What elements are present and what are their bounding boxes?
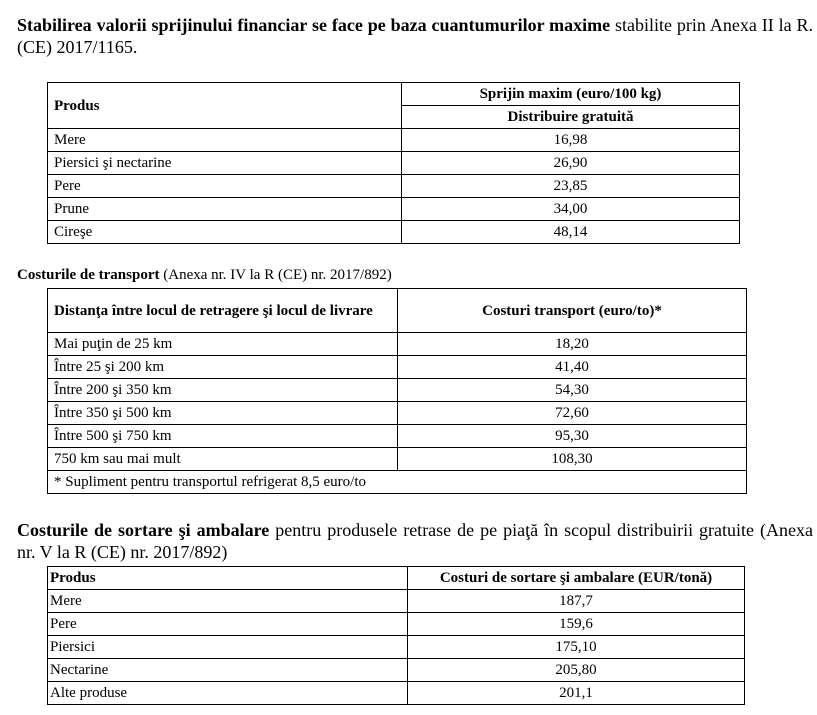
- table-row: [48, 659, 745, 682]
- support-header-product: Produs: [48, 83, 402, 129]
- support-product: Pere: [48, 175, 402, 198]
- table-row: [48, 636, 745, 659]
- sorting-cost: 175,10: [408, 636, 745, 659]
- table-row: [48, 590, 745, 613]
- sorting-bold: Costurile de sortare şi ambalare: [17, 520, 270, 540]
- support-value: 48,14: [402, 221, 740, 244]
- support-product: Cireşe: [48, 221, 402, 244]
- transport-table: [47, 288, 747, 494]
- sorting-cost: 159,6: [408, 613, 745, 636]
- support-value: 23,85: [402, 175, 740, 198]
- transport-distance: Între 500 şi 750 km: [48, 425, 398, 448]
- support-value: 26,90: [402, 152, 740, 175]
- table-row: [48, 333, 747, 356]
- transport-cost: 108,30: [398, 448, 747, 471]
- transport-caption: [17, 266, 392, 284]
- sorting-header-product: Produs: [48, 567, 408, 590]
- sorting-rest: pentru produsele retrase de pe piaţă în scopul distribuirii gratuite (Anexa nr. V la R (CE) nr. 2017/892): [17, 520, 814, 562]
- table-row: [48, 402, 747, 425]
- table-row: [48, 129, 740, 152]
- transport-distance: Între 200 şi 350 km: [48, 379, 398, 402]
- transport-distance: Între 350 şi 500 km: [48, 402, 398, 425]
- sorting-cost: 187,7: [408, 590, 745, 613]
- support-product: Prune: [48, 198, 402, 221]
- transport-header-distance: Distanţa între locul de retragere şi locul de livrare: [48, 289, 398, 333]
- table-row: [48, 152, 740, 175]
- transport-cost: 72,60: [398, 402, 747, 425]
- transport-distance: 750 km sau mai mult: [48, 448, 398, 471]
- sorting-header-cost: Costuri de sortare şi ambalare (EUR/tonă): [408, 567, 745, 590]
- table-row: [48, 425, 747, 448]
- intro-bold: Stabilirea valorii sprijinului financiar se face pe baza cuantumurilor maxime: [17, 15, 611, 35]
- support-header-value: Sprijin maxim (euro/100 kg): [402, 83, 740, 106]
- transport-cost: 18,20: [398, 333, 747, 356]
- table-row: [48, 221, 740, 244]
- support-value: 16,98: [402, 129, 740, 152]
- transport-footnote: * Supliment pentru transportul refrigerat 8,5 euro/to: [48, 471, 747, 494]
- sorting-table: [47, 566, 745, 705]
- support-product: Piersici şi nectarine: [48, 152, 402, 175]
- intro-paragraph: [17, 14, 813, 58]
- support-table: [47, 82, 740, 244]
- table-row: [48, 682, 745, 705]
- transport-distance: Între 25 şi 200 km: [48, 356, 398, 379]
- sorting-product: Nectarine: [48, 659, 408, 682]
- sorting-product: Piersici: [48, 636, 408, 659]
- table-row: [48, 613, 745, 636]
- table-row: [48, 175, 740, 198]
- support-header-sub: Distribuire gratuită: [402, 106, 740, 129]
- table-row: [48, 448, 747, 471]
- sorting-product: Pere: [48, 613, 408, 636]
- transport-caption-bold: Costurile de transport: [17, 267, 160, 283]
- sorting-cost: 205,80: [408, 659, 745, 682]
- transport-cost: 54,30: [398, 379, 747, 402]
- support-value: 34,00: [402, 198, 740, 221]
- intro-rest: stabilite prin Anexa II la R. (CE) 2017/1165.: [17, 15, 813, 57]
- transport-header-cost: Costuri transport (euro/to)*: [398, 289, 747, 333]
- sorting-paragraph: [17, 519, 813, 563]
- table-row: [48, 379, 747, 402]
- support-product: Mere: [48, 129, 402, 152]
- transport-caption-rest: (Anexa nr. IV la R (CE) nr. 2017/892): [159, 267, 392, 283]
- table-row: [48, 198, 740, 221]
- transport-distance: Mai puţin de 25 km: [48, 333, 398, 356]
- sorting-product: Alte produse: [48, 682, 408, 705]
- sorting-product: Mere: [48, 590, 408, 613]
- transport-cost: 41,40: [398, 356, 747, 379]
- transport-cost: 95,30: [398, 425, 747, 448]
- table-row: [48, 356, 747, 379]
- sorting-cost: 201,1: [408, 682, 745, 705]
